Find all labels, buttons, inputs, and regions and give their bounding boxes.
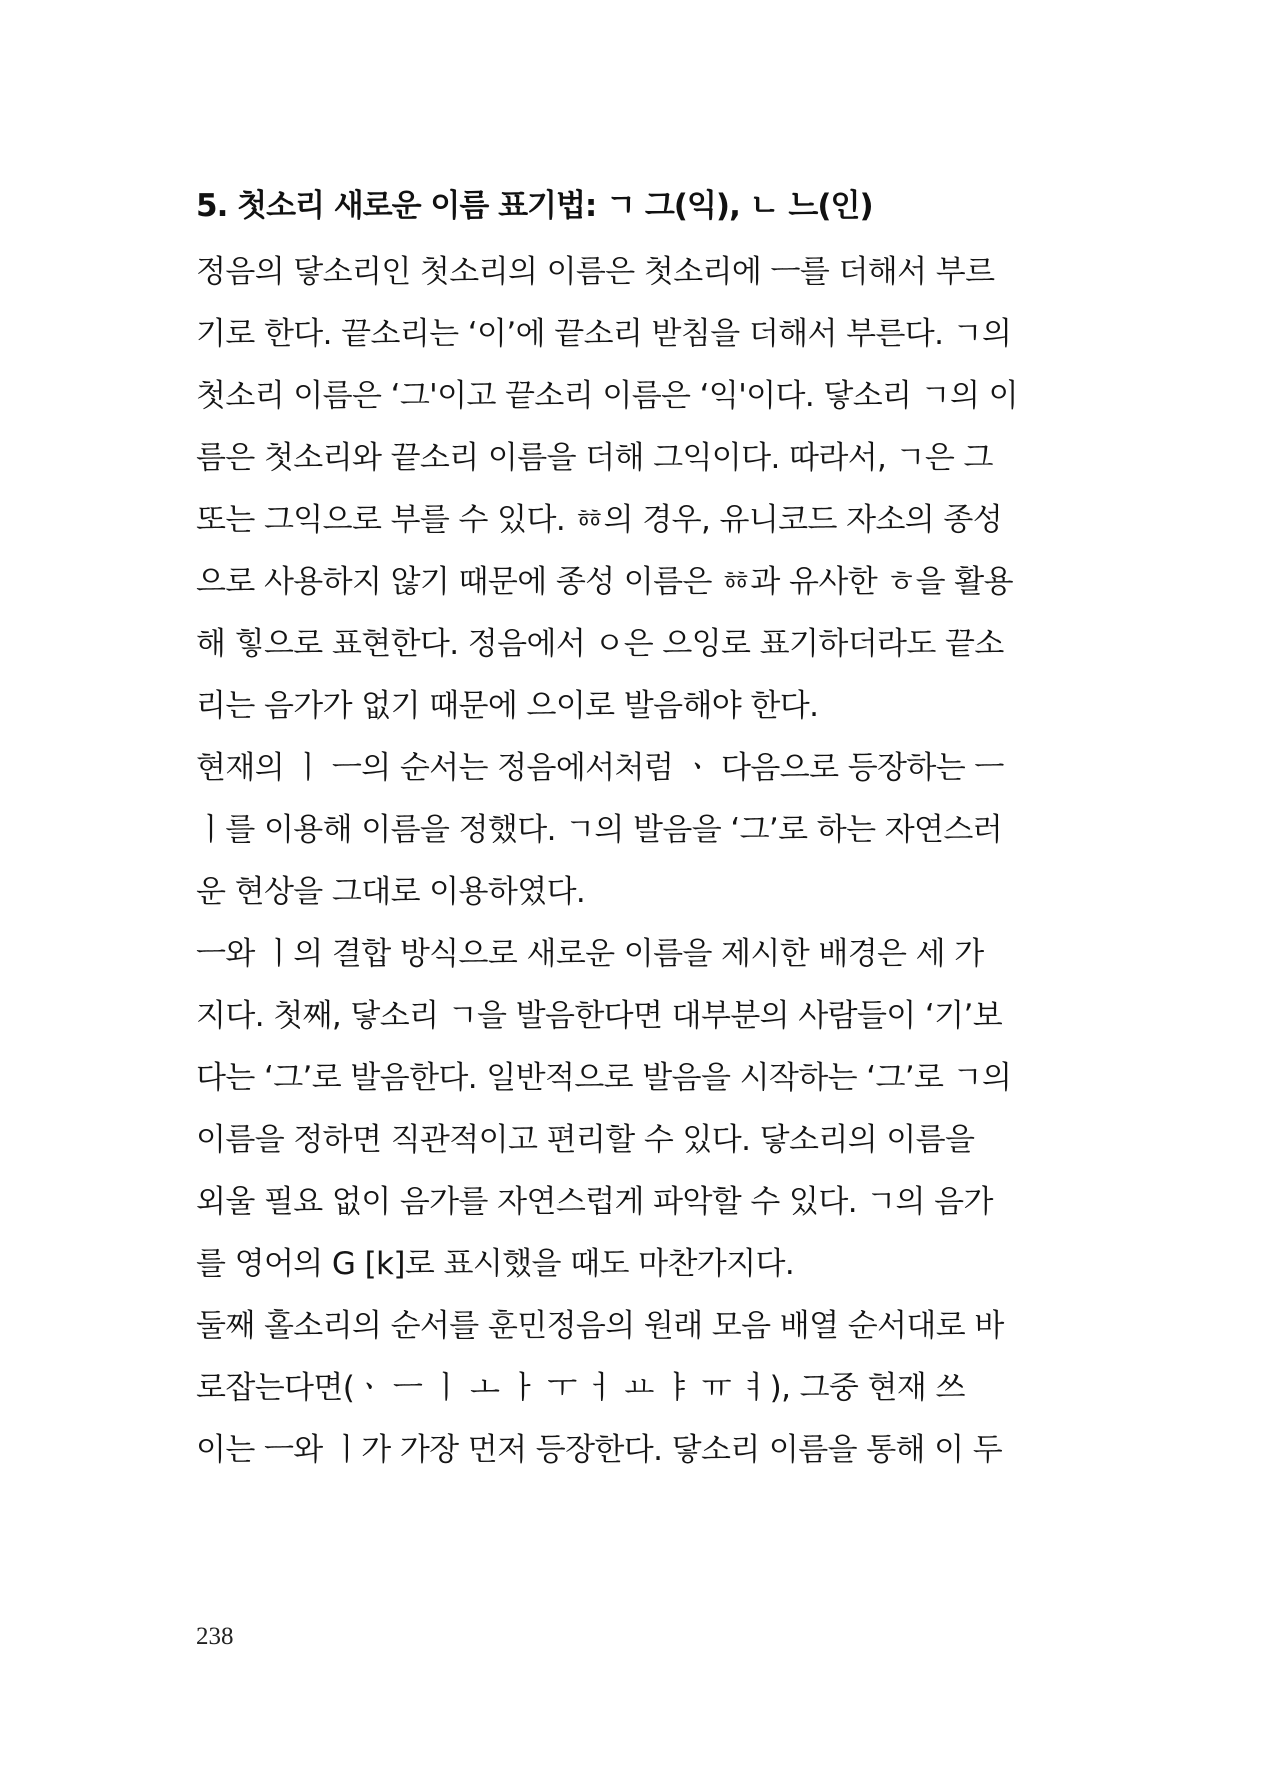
text-line: 정음의 닿소리인 첫소리의 이름은 첫소리에 ㅡ를 더해서 부르 — [196, 254, 995, 290]
text-line: 첫소리 이름은 ‘그'이고 끝소리 이름은 ‘익'이다. 닿소리 ㄱ의 이 — [196, 378, 1018, 414]
section-heading: 5. 첫소리 새로운 이름 표기법: ㄱ 그(익), ㄴ 느(인) — [196, 188, 873, 224]
text-line: 둘째 홀소리의 순서를 훈민정음의 원래 모음 배열 순서대로 바 — [196, 1308, 1004, 1344]
text-line: 기로 한다. 끝소리는 ‘이’에 끝소리 받침을 더해서 부른다. ㄱ의 — [196, 316, 1012, 352]
text-line: 다는 ‘그’로 발음한다. 일반적으로 발음을 시작하는 ‘그’로 ㄱ의 — [196, 1060, 1012, 1096]
text-line: 해 힣으로 표현한다. 정음에서 ㅇ은 으잉로 표기하더라도 끝소 — [196, 626, 1004, 662]
text-line: 리는 음가가 없기 때문에 으이로 발음해야 한다. — [196, 688, 819, 724]
text-line: 지다. 첫째, 닿소리 ㄱ을 발음한다면 대부분의 사람들이 ‘기’보 — [196, 998, 1003, 1034]
text-line: 로잡는다면(ㆍ ㅡ ㅣ ㅗ ㅏ ㅜ ㅓ ㅛ ㅑ ㅠ ㅕ), 그중 현재 쓰 — [196, 1370, 965, 1406]
body-text — [196, 241, 1096, 1481]
text-line: 또는 그익으로 부를 수 있다. ㆅ의 경우, 유니코드 자소의 종성 — [196, 502, 1003, 538]
text-line: ㅡ와 ㅣ의 결합 방식으로 새로운 이름을 제시한 배경은 세 가 — [196, 936, 984, 972]
text-line: 이는 ㅡ와 ㅣ가 가장 먼저 등장한다. 닿소리 이름을 통해 이 두 — [196, 1432, 1003, 1468]
text-line: 이름을 정하면 직관적이고 편리할 수 있다. 닿소리의 이름을 — [196, 1122, 975, 1158]
page-number: 238 — [196, 1623, 234, 1650]
text-line: 운 현상을 그대로 이용하였다. — [196, 874, 586, 910]
text-line: 으로 사용하지 않기 때문에 종성 이름은 ㆅ과 유사한 ㅎ을 활용 — [196, 564, 1013, 600]
text-line: ㅣ를 이용해 이름을 정했다. ㄱ의 발음을 ‘그’로 하는 자연스러 — [196, 812, 1003, 848]
text-line: 를 영어의 G [k]로 표시했을 때도 마찬가지다. — [196, 1246, 795, 1282]
text-line: 름은 첫소리와 끝소리 이름을 더해 그익이다. 따라서, ㄱ은 그 — [196, 440, 993, 476]
text-line: 현재의 ㅣ ㅡ의 순서는 정음에서처럼 ㆍ 다음으로 등장하는 ㅡ — [196, 750, 1004, 786]
text-line: 외울 필요 없이 음가를 자연스럽게 파악할 수 있다. ㄱ의 음가 — [196, 1184, 993, 1220]
